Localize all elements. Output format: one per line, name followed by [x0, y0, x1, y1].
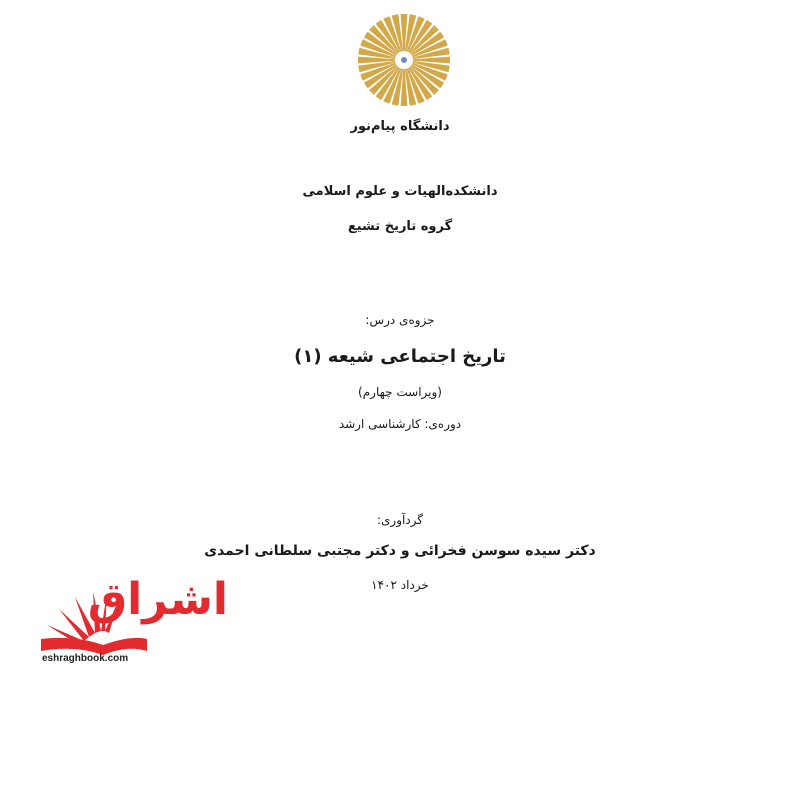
course-label: جزوه‌ی درس:: [365, 313, 435, 327]
faculty-name: دانشکده‌الهیات و علوم اسلامی: [302, 184, 498, 199]
watermark-brand: اشراق: [87, 574, 228, 625]
authors: دکتر سیده سوسن فخرائی و دکتر مجتبی سلطانی احمدی: [204, 543, 596, 559]
watermark-url: eshraghbook.com: [42, 653, 129, 664]
department-name: گروه تاریخ تشیع: [347, 219, 453, 234]
logo-center-dot: [401, 57, 407, 63]
course-title: تاریخ اجتماعی شیعه (۱): [294, 346, 506, 367]
publication-date: خرداد ۱۴۰۲: [371, 578, 429, 592]
university-logo: [357, 13, 451, 107]
course-period: دوره‌ی: کارشناسی ارشد: [338, 417, 462, 431]
edition-note: (ویراست چهارم): [358, 385, 442, 399]
compiled-by-label: گردآوری:: [376, 513, 424, 527]
university-name: دانشگاه پیام‌نور: [350, 119, 450, 134]
